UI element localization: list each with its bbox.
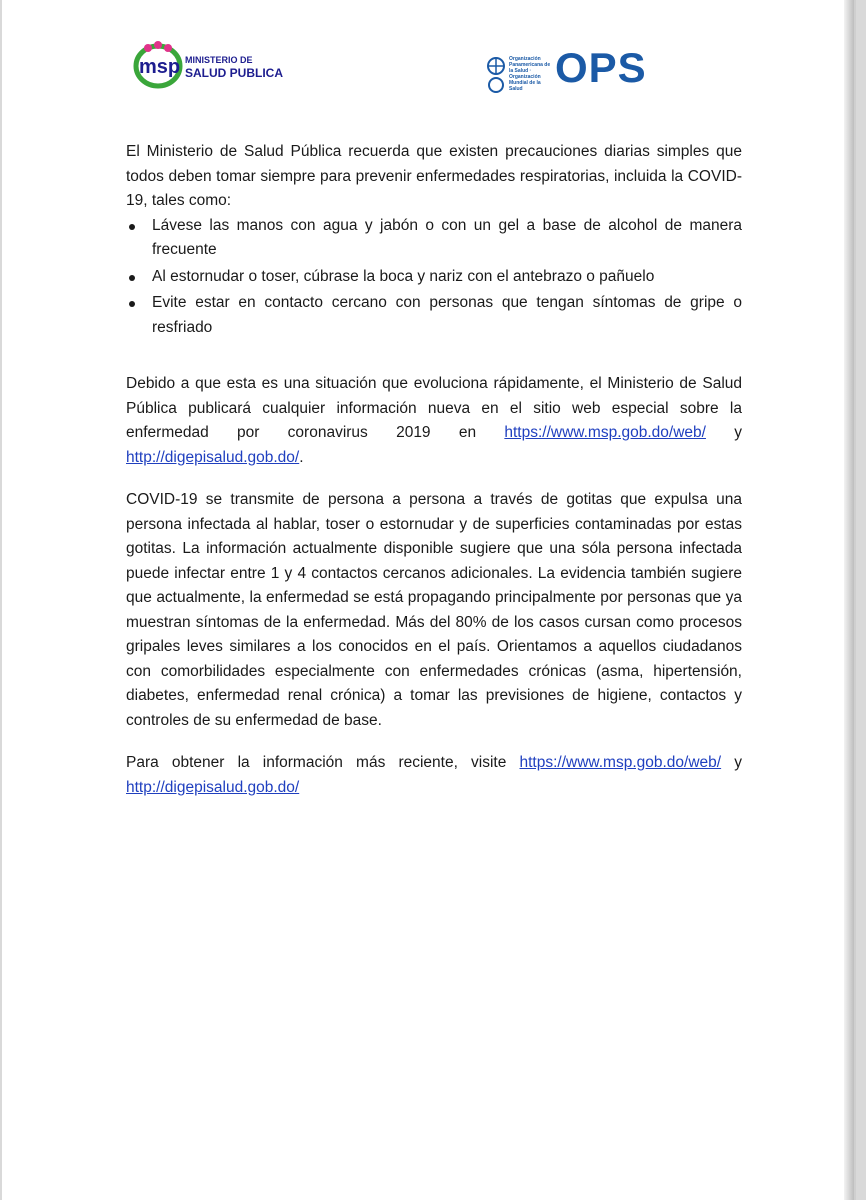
info-text: Para obtener la información más reciente, visite [126,754,520,771]
list-item: Evite estar en contacto cercano con personas que tengan síntomas de gripe o resfriado [126,291,742,340]
transmission-paragraph: COVID-19 se transmite de persona a persona a través de gotitas que expulsa una persona infectada al hablar, toser o estornudar y de superficies contaminadas por estas gotitas. La información actualmente disponible sugiere que una sóla persona infectada puede infectar entre 1 y 4 contactos cercanos adicionales. La evidencia también sugiere que actualmente, la enfermedad se está propagando principalmente por personas que ya muestran síntomas de la enfermedad. Más del 80% de los casos cursan como procesos gripales leves similares a los conocidos en el país. Orientamos a aquellos ciudadanos con comorbilidades especialmente con enfermedades crónicas (asma, hipertensión, diabetes, enfermedad renal crónica) a tomar las previsiones de higiene, contactos y controles de su enfermedad de base. [126,491,742,729]
page-edge-shadow [844,0,854,1200]
digepisalud-link-2[interactable]: http://digepisalud.gob.do/ [126,778,300,796]
info-paragraph [126,751,742,800]
conjunction-text: y [705,424,742,441]
msp-web-link-2[interactable]: https://www.msp.gob.do/web/ [519,754,722,771]
update-paragraph [126,372,742,470]
precautions-list [126,214,742,341]
msp-line1: MINISTERIO DE [185,55,253,65]
document-page [2,0,856,1200]
intro-paragraph: El Ministerio de Salud Pública recuerda que existen precauciones diarias simples que todos deben tomar siempre para prevenir enfermedades respiratorias, incluida la COVID-19, tales como: [126,143,742,209]
msp-line2: SALUD PUBLICA [185,66,283,80]
msp-wordmark [185,56,283,79]
list-item: Al estornudar o toser, cúbrase la boca y nariz con el antebrazo o pañuelo [126,265,742,290]
period-text: . [299,448,304,466]
list-item: Lávese las manos con agua y jabón o con un gel a base de alcohol de manera frecuente [126,214,742,263]
update-text: Debido a que esta es una situación que evoluciona rápidamente, el Ministerio de Salud Pública publicará cualquier información nueva en el sitio web especial sobre la enfermedad por coronavirus 2019 en [126,375,742,441]
digepisalud-link[interactable]: http://digepisalud.gob.do/ [126,448,300,466]
msp-web-link[interactable]: https://www.msp.gob.do/web/ [504,424,706,441]
document-body [126,140,742,800]
ops-org-text: Organización Panamericana de la Salud · Organización Mundial de la Salud [509,56,551,92]
conjunction-text-2: y [721,754,742,771]
ops-wordmark: OPS [555,44,647,91]
svg-text:msp: msp [139,56,181,78]
